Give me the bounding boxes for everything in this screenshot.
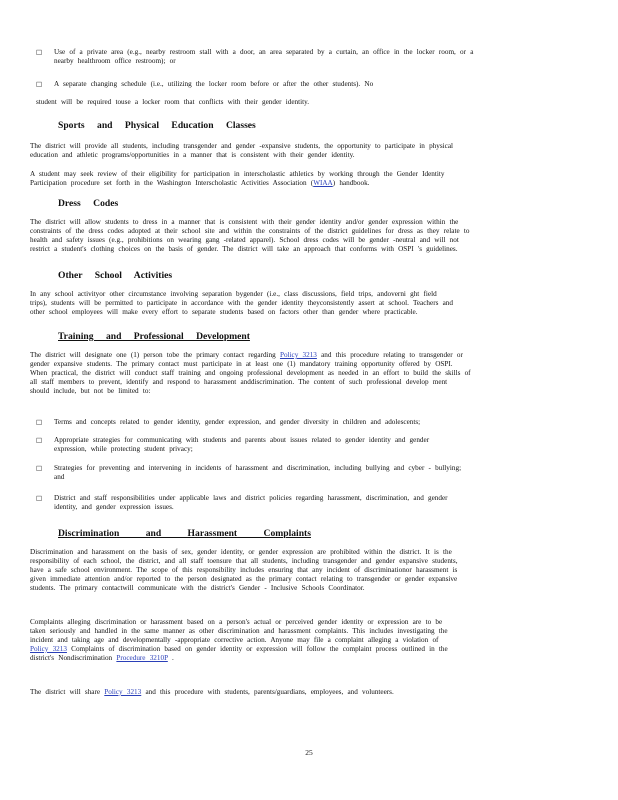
policy-3213-link[interactable]: Policy 3213 [104, 688, 142, 696]
text-line [30, 179, 570, 188]
text-line: Use of a private area (e.g., nearby restroom stall with a door, an area separated by a curtain, an office in the locker room, or a [54, 48, 474, 56]
text-line: should include, but not be limited to: [30, 387, 151, 395]
text-line: Appropriate strategies for communicating with students and parents about issues related to gender identity and gender [54, 436, 430, 444]
text-fragment: and this procedure with students, parents/guardians, employees, and volunteers. [145, 688, 394, 696]
text-line: given immediate attention and/or reported to the person designated as the primary contact relating to transgender or gender expansive [30, 575, 458, 583]
discrimination-paragraph-1 [30, 548, 570, 593]
heading-sports: Sports and Physical Education Classes [58, 120, 256, 131]
text-line: expression, while protecting student privacy; [54, 445, 193, 453]
text-line: responsibility of each school, the district, and all staff toensure that all students, including transgender and gender expansive students, [30, 557, 458, 565]
text-line: other school employees will make every effort to separate students based on factors other than gender where practicable. [30, 308, 418, 316]
dress-codes-paragraph [30, 218, 570, 254]
text-fragment: and this procedure relating to transgender or [321, 351, 463, 359]
text-line: Complaints alleging discrimination or harassment based on a person's actual or perceived gender identity or expression are to be [30, 618, 443, 626]
other-activities-paragraph [30, 290, 570, 317]
locker-room-continuation [36, 98, 570, 107]
bullet-marker: □ [36, 48, 43, 56]
training-bullet-strategies-preventing [36, 464, 570, 482]
text-line: trips), students will be permitted to participate in accordance with the gender identity theyconsistently assert at school. Teachers and [30, 299, 453, 307]
text-line: Terms and concepts related to gender identity, gender expression, and gender diversity in children and adolescents; [54, 418, 421, 426]
policy-3213-link[interactable]: Policy 3213 [30, 645, 67, 653]
text-line: nearby healthroom office restroom); or [54, 57, 176, 65]
text-line [30, 351, 570, 360]
text-line: all staff members to prevent, identify and respond to harassment anddiscrimination. The content of such professional develop ment [30, 378, 448, 386]
text-line: health and safety issues (e.g., prohibitions on wearing gang -related apparel). School dress codes will be gender -neutral and will not [30, 236, 459, 244]
text-fragment: Participation procedure set forth in the Washington Interscholastic Activities Association ( [30, 179, 314, 187]
text-line: A separate changing schedule (i.e., utilizing the locker room before or after the other students). No [54, 80, 374, 88]
text-line: District and staff responsibilities under applicable laws and district policies regarding harassment, discrimination, and gender [54, 494, 448, 502]
training-bullet-strategies-communicating [36, 436, 570, 454]
bullet-marker: □ [36, 494, 43, 502]
text-line [30, 688, 570, 697]
text-line: have a safe school environment. The scope of this responsibility includes ensuring that any incident of discriminationor harassment is [30, 566, 458, 574]
page-number: 25 [305, 748, 313, 757]
text-fragment: district's Nondiscrimination [30, 654, 113, 662]
bullet-marker: □ [36, 464, 43, 472]
sports-paragraph-1 [30, 142, 570, 160]
text-line: A student may seek review of their eligibility for participation in interscholastic athletics by working through the Gender Identity [30, 170, 445, 178]
bullet-marker: □ [36, 80, 43, 88]
text-line: identity, and gender expression issues. [54, 503, 174, 511]
text-line: The district will provide all students, including transgender and gender -expansive students, the opportunity to participate in physical [30, 142, 454, 150]
heading-dress-codes: Dress Codes [58, 198, 119, 209]
text-line: incident and taking age and developmentally -appropriate corrective action. Anyone may file a complaint alleging a violation of [30, 636, 439, 644]
text-fragment: The district will designate one (1) person tobe the primary contact regarding [30, 351, 276, 359]
training-bullet-responsibilities [36, 494, 570, 512]
text-fragment: Complaints of discrimination based on gender identity or expression will follow the complaint process outlined in the [71, 645, 448, 653]
heading-discrimination: Discrimination and Harassment Complaints [58, 528, 311, 539]
training-paragraph [30, 351, 570, 396]
text-line: When practical, the district will conduct staff training and ongoing professional development as needed in an effort to build the skills of [30, 369, 471, 377]
text-line [30, 654, 570, 663]
text-line [30, 645, 570, 654]
text-line: In any school activityor other circumstance involving separation bygender (i.e., class discussions, field trips, andoverni ght field [30, 290, 437, 298]
bullet-private-area [36, 48, 570, 66]
training-bullet-terms [36, 418, 570, 427]
bullet-marker: □ [36, 436, 43, 444]
text-line: constraints of the dress codes adopted at their school site and within the constraints of the district guidelines for dress as they relate to [30, 227, 470, 235]
heading-training: Training and Professional Development [58, 331, 250, 342]
text-line: The district will allow students to dress in a manner that is consistent with their gender identity and/or gender expression within the [30, 218, 459, 226]
policy-3213-link[interactable]: Policy 3213 [279, 351, 317, 359]
procedure-3210p-link[interactable]: Procedure 3210P [116, 654, 168, 662]
text-line: Strategies for preventing and intervening in incidents of harassment and discrimination, including bullying and cyber - bullying; [54, 464, 462, 472]
text-fragment: . [172, 654, 174, 662]
text-line: Discrimination and harassment on the basis of sex, gender identity, or gender expression are prohibited within the district. It is the [30, 548, 452, 556]
text-line: gender expansive students. The primary contact must participate in at least one (1) mandatory training opportunity offered by OSPI. [30, 360, 453, 368]
text-line: student will be required touse a locker room that conflicts with their gender identity. [36, 98, 310, 106]
heading-other-activities: Other School Activities [58, 270, 173, 281]
sports-paragraph-2 [30, 170, 570, 188]
text-line: restrict a student's clothing choices on the basis of gender. The district will take an approach that conforms with OSPI 's guidelines. [30, 245, 458, 253]
text-fragment: The district will share [30, 688, 101, 696]
bullet-marker: □ [36, 418, 43, 426]
discrimination-paragraph-2 [30, 618, 570, 663]
text-line: education and athletic programs/opportunities in a manner that is consistent with their gender identity. [30, 151, 355, 159]
bullet-changing-schedule [36, 80, 570, 89]
text-fragment: ) handbook. [332, 179, 370, 187]
text-line: students. The primary contactwill communicate with the district's Gender - Inclusive Schools Coordinator. [30, 584, 365, 592]
text-line: and [54, 473, 65, 481]
discrimination-paragraph-3 [30, 688, 570, 697]
text-line: taken seriously and handled in the same manner as other discrimination and harassment complaints. This includes investigating the [30, 627, 448, 635]
wiaa-link[interactable]: WIAA [313, 179, 333, 187]
